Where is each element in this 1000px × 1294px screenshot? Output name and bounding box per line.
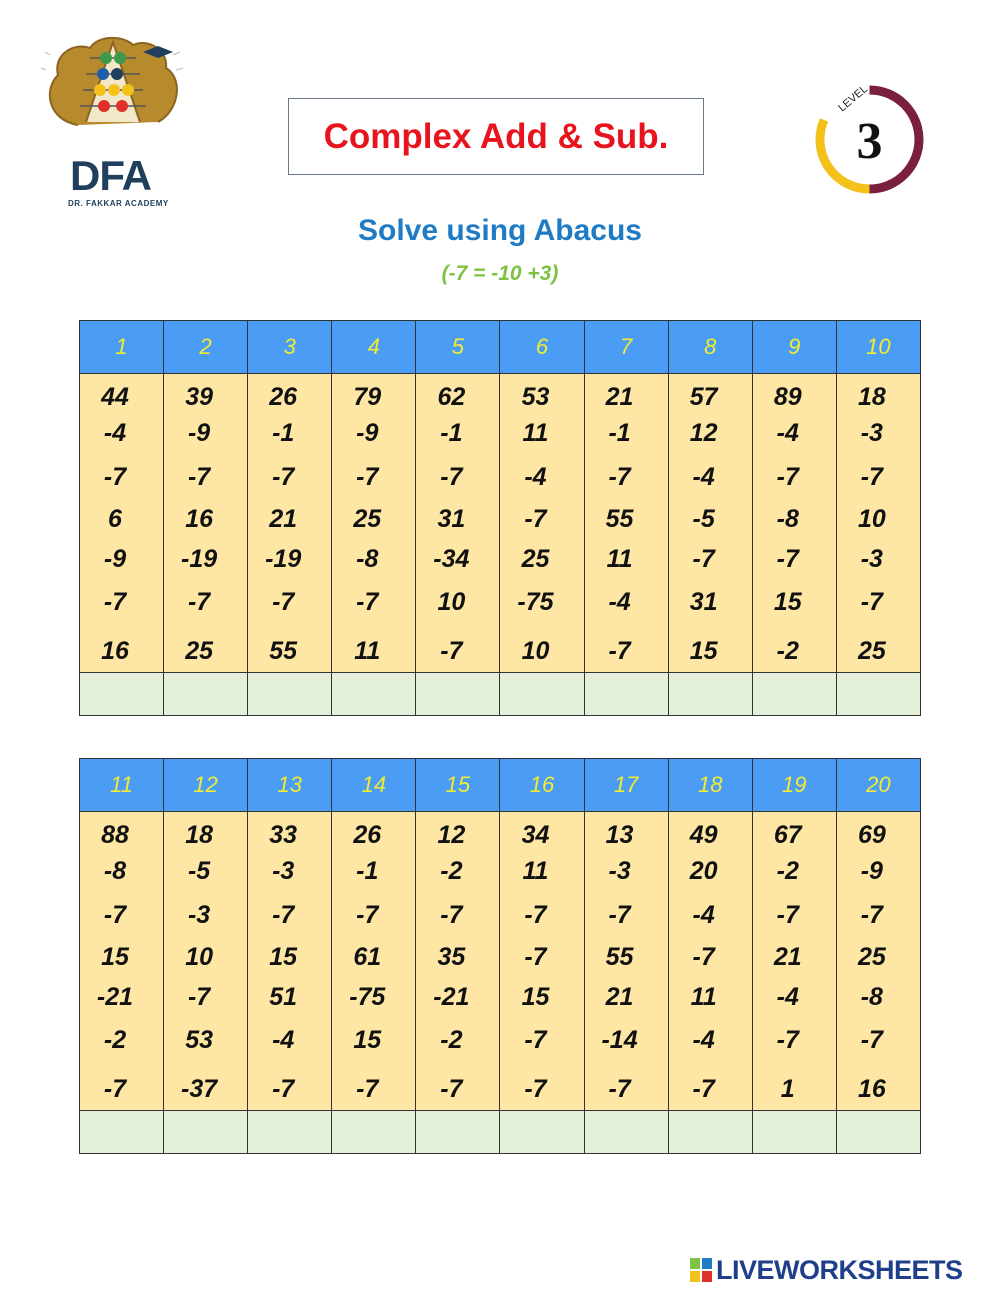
problem-value: 10 [521,637,550,665]
problem-value: 31 [689,588,718,616]
problem-value: -7 [608,901,631,929]
answer-cell[interactable] [668,1111,752,1154]
problem-value: 51 [269,983,298,1011]
problem-value: 11 [690,983,717,1011]
problem-value: -7 [440,901,463,929]
problem-column [500,374,584,673]
answer-cell[interactable] [500,1111,584,1154]
problem-value: -7 [103,588,127,616]
formula-hint: (-7 = -10 +3) [441,262,559,285]
answer-cell[interactable] [164,673,248,716]
problem-value: -7 [440,463,463,491]
problem-number: 16 [500,759,584,812]
problem-value: 11 [354,637,381,665]
problem-value: -34 [433,545,470,573]
problem-value: 16 [857,1075,886,1103]
problem-value: -4 [103,419,127,447]
problem-number: 20 [836,759,920,812]
problem-column [836,812,920,1111]
problem-value: -7 [272,1075,295,1103]
problem-value: -7 [692,943,715,971]
problem-value: 12 [437,821,466,849]
problem-column [80,812,164,1111]
problem-value: -7 [356,588,379,616]
problem-value: -7 [524,505,547,533]
problem-value: -4 [524,463,547,491]
answer-cell[interactable] [416,673,500,716]
problem-value: 49 [689,821,718,849]
problem-number: 17 [584,759,668,812]
problem-value: -3 [187,901,211,929]
problem-value: 10 [185,943,213,971]
problem-value: -7 [692,1075,715,1103]
problem-value: 31 [437,505,466,533]
problem-value: 89 [773,383,802,411]
level-ring-icon [812,82,927,197]
problem-column [248,812,332,1111]
problem-value: -7 [272,901,295,929]
problem-number: 5 [416,321,500,374]
problem-value: 55 [605,943,634,971]
problem-column [500,812,584,1111]
problem-number: 12 [164,759,248,812]
answer-cell[interactable] [332,1111,416,1154]
problem-value: -4 [776,983,799,1011]
problem-column [332,812,416,1111]
problem-value: -7 [103,463,127,491]
problem-value: -3 [272,857,295,885]
problem-table-1 [79,320,921,716]
problem-value: -8 [356,545,379,573]
problem-value: -21 [96,983,134,1011]
problem-value: 21 [773,943,802,971]
problem-value: 53 [521,383,550,411]
problem-value: -8 [103,857,127,885]
problem-value: 11 [606,545,633,573]
answer-cell[interactable] [668,673,752,716]
problem-value: -7 [860,901,883,929]
problem-number: 6 [500,321,584,374]
problem-value: -7 [692,545,715,573]
problem-value: -9 [103,545,127,573]
answer-cell[interactable] [752,673,836,716]
answer-cell[interactable] [248,673,332,716]
problem-value: -9 [356,419,379,447]
problem-value: -75 [517,588,554,616]
problem-value: 34 [521,821,550,849]
problem-value: 25 [857,637,886,665]
problem-value: -3 [860,545,883,573]
problem-value: -4 [692,463,715,491]
problem-value: -7 [608,463,631,491]
problem-value: -2 [776,857,799,885]
problem-value: -1 [356,857,379,885]
problem-value: -9 [187,419,211,447]
problem-value: -3 [608,857,631,885]
logo-subtitle: DR. FAKKAR ACADEMY [68,199,169,208]
problem-column [332,374,416,673]
problem-column [80,374,164,673]
problem-value: -7 [776,901,799,929]
problem-value: 26 [269,383,298,411]
problem-table-2 [79,758,921,1154]
problem-value: 69 [857,821,886,849]
answer-cell[interactable] [584,673,668,716]
answer-cell[interactable] [416,1111,500,1154]
problem-value: 13 [605,821,634,849]
problem-number: 2 [164,321,248,374]
header-row [80,759,921,812]
numbers-row [80,374,921,673]
problem-value: -7 [524,1026,547,1054]
problem-value: -1 [608,419,631,447]
problem-value: 25 [185,637,213,665]
problem-value: 39 [185,383,213,411]
answer-cell[interactable] [80,1111,164,1154]
answer-cell[interactable] [332,673,416,716]
problem-value: 11 [522,857,549,885]
problem-value: -7 [860,463,883,491]
problem-value: 67 [773,821,802,849]
problem-value: -7 [860,1026,883,1054]
problem-value: 12 [689,419,718,447]
problem-value: -7 [524,901,547,929]
problem-number: 11 [80,759,164,812]
problem-value: -7 [103,1075,127,1103]
problem-value: -19 [265,545,302,573]
problem-value: -2 [776,637,799,665]
problem-column [668,812,752,1111]
answer-cell[interactable] [500,673,584,716]
problem-value: -7 [187,463,211,491]
level-number: 3 [856,113,883,170]
answer-row [80,1111,921,1154]
problem-value: -7 [356,1075,379,1103]
problem-column [416,374,500,673]
problem-value: -7 [440,1075,463,1103]
problem-value: 20 [689,857,718,885]
problem-value: 18 [185,821,213,849]
problem-value: -1 [272,419,295,447]
footer-brand [690,1253,963,1287]
problem-number: 3 [248,321,332,374]
problem-column [248,374,332,673]
problem-value: -7 [187,983,211,1011]
problem-value: -2 [103,1026,127,1054]
problem-value: 10 [437,588,466,616]
problem-value: -7 [608,637,631,665]
problem-value: -7 [860,588,883,616]
problem-value: -7 [776,1026,799,1054]
problem-column [668,374,752,673]
problem-value: -75 [349,983,386,1011]
problem-value: 21 [605,983,634,1011]
problem-value: -7 [608,1075,631,1103]
answer-cell[interactable] [584,1111,668,1154]
problem-column [584,812,668,1111]
problem-value: 11 [522,419,549,447]
problem-value: -3 [860,419,883,447]
problem-value: 33 [269,821,298,849]
problem-value: 1 [780,1075,795,1103]
problem-value: -7 [524,943,547,971]
answer-cell[interactable] [80,673,164,716]
problem-number: 13 [248,759,332,812]
problem-column [164,812,248,1111]
problem-value: 57 [689,383,718,411]
answer-cell[interactable] [164,1111,248,1154]
problem-value: -5 [187,857,211,885]
answer-cell[interactable] [248,1111,332,1154]
problem-value: -8 [776,505,799,533]
worksheet-title: Complex Add & Sub. [288,98,704,175]
problem-value: -8 [860,983,883,1011]
problem-value: 10 [857,505,886,533]
problem-number: 18 [668,759,752,812]
problem-value: -1 [440,419,463,447]
problem-value: -7 [272,463,295,491]
problem-value: -7 [776,545,799,573]
problem-value: 6 [108,505,122,533]
problem-value: 15 [689,637,718,665]
problem-value: 21 [605,383,634,411]
problem-value: 55 [269,637,298,665]
problem-value: -4 [776,419,799,447]
problem-column [752,812,836,1111]
answer-cell[interactable] [836,1111,920,1154]
problem-number: 19 [752,759,836,812]
problem-value: 25 [353,505,382,533]
problem-value: -37 [181,1075,218,1103]
problem-value: -4 [692,901,715,929]
problem-value: 15 [521,983,550,1011]
problem-value: -7 [187,588,211,616]
problem-number: 7 [584,321,668,374]
problem-value: -7 [356,463,379,491]
problem-number: 15 [416,759,500,812]
numbers-row [80,812,921,1111]
problem-value: -7 [776,463,799,491]
problem-value: -5 [692,505,715,533]
problem-value: -4 [608,588,631,616]
problem-value: 35 [437,943,466,971]
problem-number: 9 [752,321,836,374]
problem-number: 1 [80,321,164,374]
level-label: LEVEL [836,83,871,115]
problem-number: 14 [332,759,416,812]
problem-value: 79 [353,383,382,411]
problem-value: -4 [272,1026,295,1054]
problem-value: 25 [521,545,550,573]
problem-value: -9 [860,857,883,885]
problem-value: 25 [857,943,886,971]
problem-value: -4 [692,1026,715,1054]
problem-value: 21 [269,505,298,533]
problem-value: 16 [185,505,213,533]
problem-column [836,374,920,673]
problem-value: 88 [101,821,129,849]
problem-value: -19 [181,545,218,573]
problem-value: -2 [440,1026,463,1054]
problem-value: 55 [605,505,634,533]
problem-value: 26 [353,821,382,849]
problem-value: 15 [353,1026,382,1054]
problem-column [584,374,668,673]
problem-value: 53 [185,1026,213,1054]
problem-value: -7 [103,901,127,929]
header-row [80,321,921,374]
instruction-heading: Solve using Abacus [358,214,642,247]
answer-row [80,673,921,716]
answer-cell[interactable] [836,673,920,716]
problem-value: 15 [773,588,802,616]
problem-value: 15 [269,943,298,971]
problem-value: -21 [433,983,470,1011]
problem-value: 61 [353,943,382,971]
problem-value: 18 [857,383,886,411]
footer-brand-text: LIVEWORKSHEETS [716,1254,963,1285]
problem-column [164,374,248,673]
problem-value: -7 [524,1075,547,1103]
problem-value: 16 [101,637,129,665]
problem-column [752,374,836,673]
problem-column [416,812,500,1111]
problem-value: -7 [272,588,295,616]
problem-value: 15 [101,943,129,971]
logo-wordmark: DFA [70,152,151,199]
problem-value: 44 [101,383,129,411]
problem-value: -7 [356,901,379,929]
problem-value: 62 [437,383,466,411]
problem-number: 8 [668,321,752,374]
problem-value: -14 [601,1026,638,1054]
problem-number: 4 [332,321,416,374]
answer-cell[interactable] [752,1111,836,1154]
liveworksheets-logo-icon [690,1258,712,1282]
problem-number: 10 [836,321,920,374]
problem-value: -7 [440,637,463,665]
problem-value: -2 [440,857,463,885]
